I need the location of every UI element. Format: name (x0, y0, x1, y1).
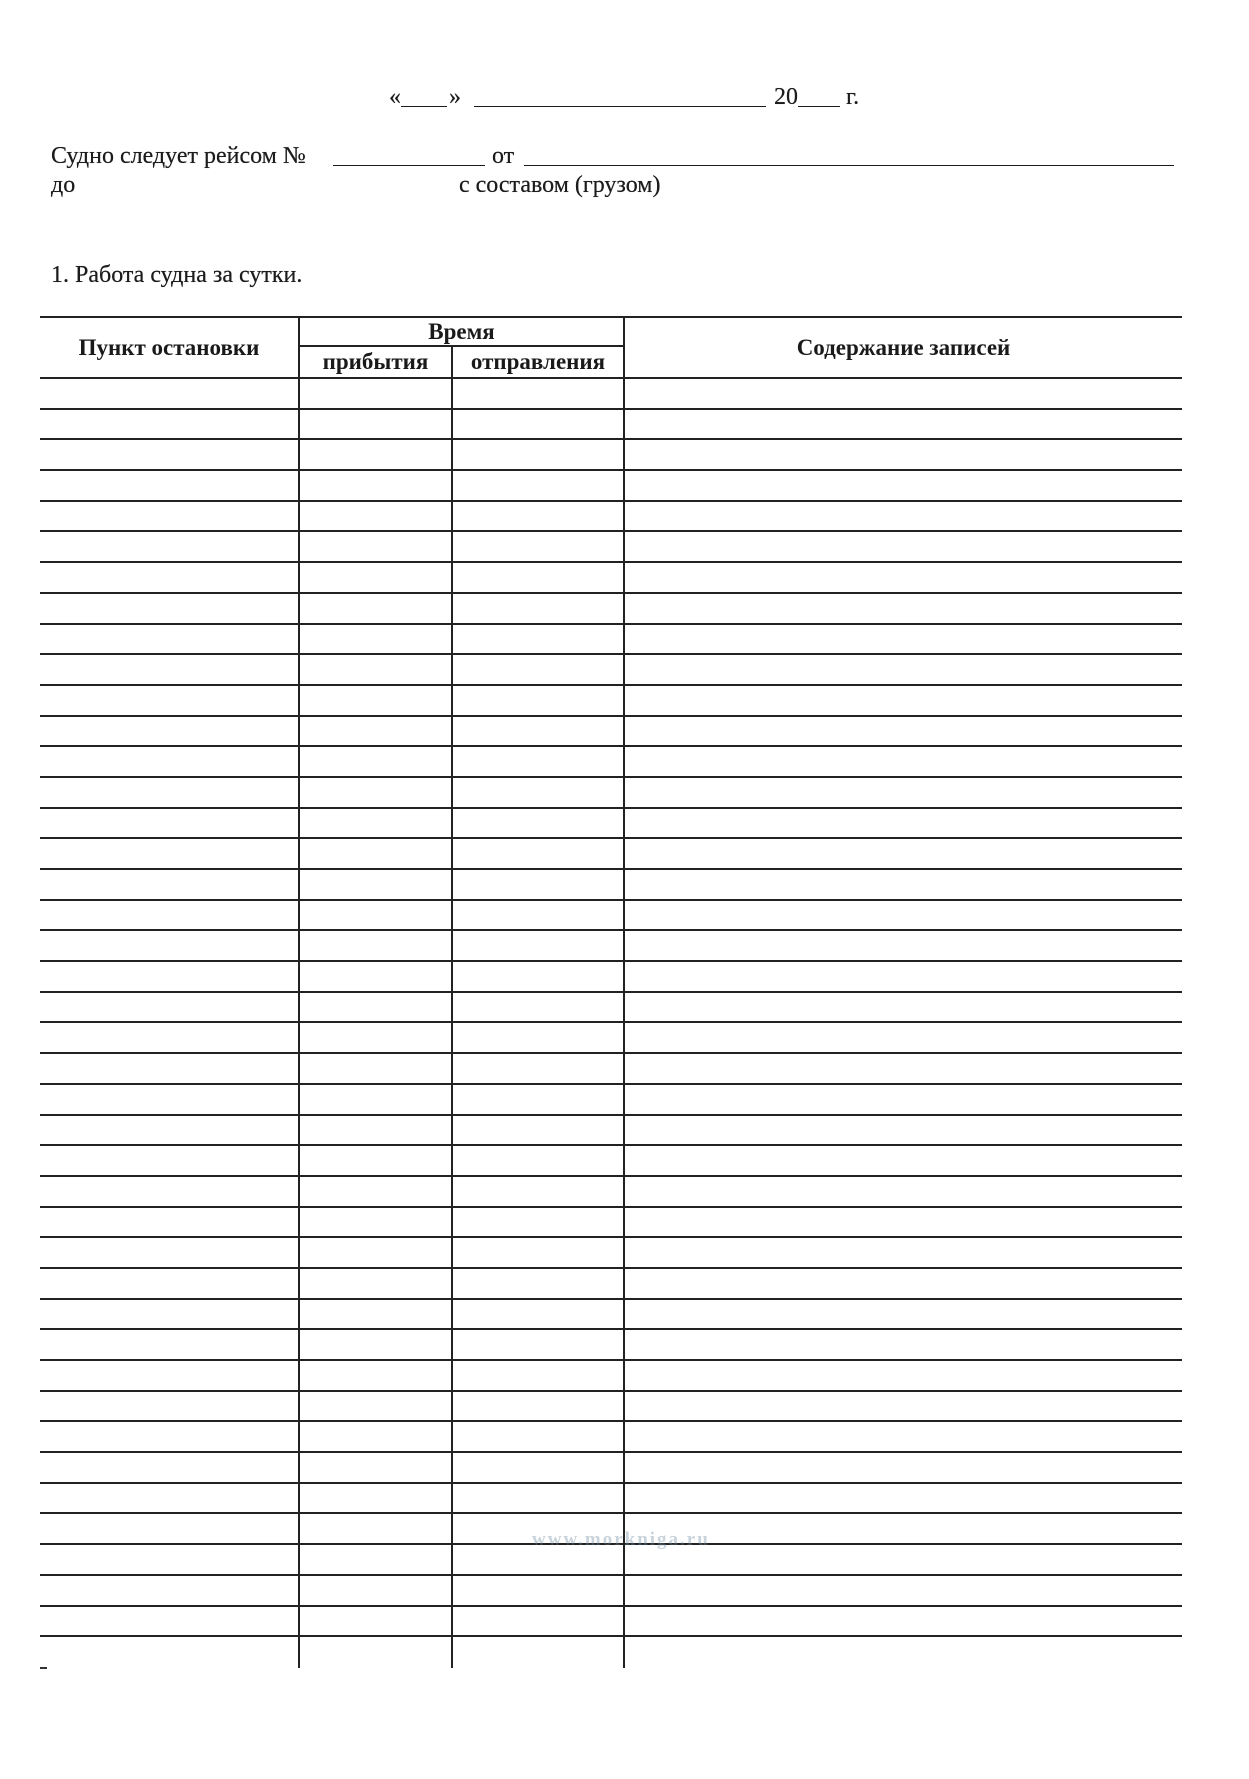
cell-departure (453, 993, 625, 1022)
blank-day (401, 106, 447, 107)
table-row (40, 563, 1182, 594)
cell-stop-point (40, 1514, 300, 1543)
cell-stop-point (40, 1453, 300, 1482)
date-line (0, 83, 1249, 111)
cell-arrival (300, 655, 453, 684)
table-row (40, 471, 1182, 502)
cell-arrival (300, 1453, 453, 1482)
cell-stop-point (40, 1392, 300, 1421)
cell-departure (453, 1361, 625, 1390)
cell-stop-point (40, 625, 300, 654)
cell-stop-point (40, 1146, 300, 1175)
cell-stop-point (40, 931, 300, 960)
cell-arrival (300, 502, 453, 531)
cell-arrival (300, 625, 453, 654)
blank-month (474, 106, 766, 107)
cell-stop-point (40, 993, 300, 1022)
cell-arrival (300, 1238, 453, 1267)
table-row (40, 962, 1182, 993)
header-time: Время (300, 318, 623, 347)
table-row (40, 1637, 1182, 1668)
cell-arrival (300, 379, 453, 408)
cell-entries (625, 1576, 1182, 1605)
cell-departure (453, 502, 625, 531)
cell-departure (453, 1484, 625, 1513)
cell-departure (453, 471, 625, 500)
cell-stop-point (40, 1361, 300, 1390)
cell-departure (453, 1238, 625, 1267)
year-prefix: 20 (774, 84, 798, 110)
cell-arrival (300, 993, 453, 1022)
table-row (40, 1269, 1182, 1300)
cell-entries (625, 594, 1182, 623)
cell-stop-point (40, 1085, 300, 1114)
open-quote: « (389, 84, 401, 110)
table-row (40, 717, 1182, 748)
from-label: от (492, 143, 515, 169)
cell-arrival (300, 1576, 453, 1605)
header-time-group (300, 318, 625, 377)
cell-stop-point (40, 379, 300, 408)
cell-stop-point (40, 440, 300, 469)
cell-arrival (300, 839, 453, 868)
cell-entries (625, 532, 1182, 561)
cell-arrival (300, 1116, 453, 1145)
cell-arrival (300, 778, 453, 807)
cell-departure (453, 1422, 625, 1451)
cell-departure (453, 1453, 625, 1482)
cell-entries (625, 502, 1182, 531)
section-title: 1. Работа судна за сутки. (51, 262, 303, 288)
cell-arrival (300, 594, 453, 623)
cell-arrival (300, 1330, 453, 1359)
table-row (40, 655, 1182, 686)
table-row (40, 502, 1182, 533)
cell-entries (625, 1054, 1182, 1083)
cell-arrival (300, 1422, 453, 1451)
cell-stop-point (40, 1545, 300, 1574)
cell-arrival (300, 1361, 453, 1390)
cell-departure (453, 686, 625, 715)
cell-entries (625, 809, 1182, 838)
cell-entries (625, 1392, 1182, 1421)
cell-entries (625, 778, 1182, 807)
table-row (40, 870, 1182, 901)
cell-departure (453, 440, 625, 469)
cell-entries (625, 962, 1182, 991)
cell-departure (453, 931, 625, 960)
cell-arrival (300, 1146, 453, 1175)
cell-stop-point (40, 1208, 300, 1237)
table-body (40, 379, 1182, 1668)
cell-stop-point (40, 1023, 300, 1052)
cell-arrival (300, 1392, 453, 1421)
section-heading (0, 261, 1249, 289)
cell-stop-point (40, 1238, 300, 1267)
cell-departure (453, 870, 625, 899)
cell-stop-point (40, 471, 300, 500)
cell-arrival (300, 1607, 453, 1636)
table-row (40, 686, 1182, 717)
cell-arrival (300, 931, 453, 960)
cell-arrival (300, 717, 453, 746)
cell-entries (625, 901, 1182, 930)
cell-entries (625, 1361, 1182, 1390)
header-stop-point: Пункт остановки (40, 318, 300, 377)
cell-departure (453, 625, 625, 654)
cell-stop-point (40, 962, 300, 991)
vessel-text: Судно следует рейсом № (51, 143, 306, 169)
cell-arrival (300, 962, 453, 991)
cell-departure (453, 379, 625, 408)
cell-departure (453, 563, 625, 592)
table-row (40, 379, 1182, 410)
table-header (40, 318, 1182, 379)
cell-arrival (300, 1514, 453, 1543)
cell-arrival (300, 1484, 453, 1513)
cell-departure (453, 410, 625, 439)
table-row (40, 1392, 1182, 1423)
cell-stop-point (40, 1054, 300, 1083)
cell-departure (453, 1330, 625, 1359)
cell-arrival (300, 1085, 453, 1114)
cell-entries (625, 563, 1182, 592)
cell-stop-point (40, 1300, 300, 1329)
table-row (40, 1146, 1182, 1177)
table-row (40, 1085, 1182, 1116)
cell-departure (453, 1023, 625, 1052)
table-row (40, 1484, 1182, 1515)
cell-stop-point (40, 870, 300, 899)
cell-departure (453, 747, 625, 776)
cell-departure (453, 1054, 625, 1083)
table-row (40, 1054, 1182, 1085)
cell-entries (625, 1300, 1182, 1329)
table-row (40, 747, 1182, 778)
cell-entries (625, 1023, 1182, 1052)
header-entries: Содержание записей (796, 334, 1011, 360)
cell-entries (625, 1269, 1182, 1298)
header-time-subcolumns (300, 347, 623, 377)
table-row (40, 1208, 1182, 1239)
cell-arrival (300, 1208, 453, 1237)
cell-entries (625, 440, 1182, 469)
cell-arrival (300, 1177, 453, 1206)
stray-mark (40, 1667, 47, 1669)
cell-stop-point (40, 502, 300, 531)
cell-stop-point (40, 1484, 300, 1513)
cell-departure (453, 1208, 625, 1237)
cell-stop-point (40, 717, 300, 746)
cell-entries (625, 1177, 1182, 1206)
cell-entries (625, 625, 1182, 654)
table-row (40, 993, 1182, 1024)
cell-stop-point (40, 686, 300, 715)
table-row (40, 1238, 1182, 1269)
cell-stop-point (40, 655, 300, 684)
cell-entries (625, 1146, 1182, 1175)
cell-stop-point (40, 1269, 300, 1298)
table-row (40, 901, 1182, 932)
header-departure: отправления (470, 349, 606, 374)
cell-departure (453, 1576, 625, 1605)
table-row (40, 1300, 1182, 1331)
blank-voyage-number (333, 165, 485, 166)
cell-departure (453, 532, 625, 561)
cell-arrival (300, 410, 453, 439)
cell-departure (453, 901, 625, 930)
cell-stop-point (40, 410, 300, 439)
voyage-line (0, 142, 1249, 170)
cell-entries (625, 1085, 1182, 1114)
cell-departure (453, 1607, 625, 1636)
cell-entries (625, 1453, 1182, 1482)
year-suffix: г. (846, 84, 860, 110)
cell-departure (453, 1116, 625, 1145)
cell-entries (625, 993, 1182, 1022)
table-row (40, 1453, 1182, 1484)
cell-entries (625, 717, 1182, 746)
table-row (40, 1607, 1182, 1638)
cell-arrival (300, 1637, 453, 1668)
cell-entries (625, 839, 1182, 868)
table-row (40, 1177, 1182, 1208)
cell-departure (453, 1085, 625, 1114)
cell-departure (453, 1177, 625, 1206)
cell-departure (453, 717, 625, 746)
cell-stop-point (40, 839, 300, 868)
cell-stop-point (40, 1607, 300, 1636)
cell-entries (625, 1116, 1182, 1145)
cell-entries (625, 1484, 1182, 1513)
cell-stop-point (40, 1177, 300, 1206)
cell-stop-point (40, 1330, 300, 1359)
cargo-label: с составом (грузом) (459, 172, 661, 198)
cell-stop-point (40, 747, 300, 776)
cell-departure (453, 778, 625, 807)
cell-entries (625, 1330, 1182, 1359)
cell-entries (625, 655, 1182, 684)
cell-departure (453, 655, 625, 684)
cell-entries (625, 1607, 1182, 1636)
cell-arrival (300, 1300, 453, 1329)
cell-stop-point (40, 532, 300, 561)
table-row (40, 1116, 1182, 1147)
cell-departure (453, 1637, 625, 1668)
table-row (40, 1361, 1182, 1392)
cell-arrival (300, 686, 453, 715)
cell-arrival (300, 1054, 453, 1083)
cell-departure (453, 809, 625, 838)
table-row (40, 410, 1182, 441)
table-row (40, 1330, 1182, 1361)
cell-stop-point (40, 809, 300, 838)
table-row (40, 839, 1182, 870)
cell-stop-point (40, 594, 300, 623)
cell-arrival (300, 471, 453, 500)
cell-arrival (300, 809, 453, 838)
cell-entries (625, 379, 1182, 408)
cell-departure (453, 1146, 625, 1175)
cell-entries (625, 931, 1182, 960)
cell-entries (625, 1422, 1182, 1451)
cell-stop-point (40, 1116, 300, 1145)
cell-arrival (300, 563, 453, 592)
cell-arrival (300, 870, 453, 899)
close-quote: » (449, 84, 461, 110)
cell-entries (625, 1238, 1182, 1267)
cell-arrival (300, 440, 453, 469)
daily-work-table (40, 316, 1182, 1668)
table-row (40, 931, 1182, 962)
destination-line (0, 171, 1249, 199)
cell-arrival (300, 1545, 453, 1574)
table-row (40, 1576, 1182, 1607)
cell-arrival (300, 901, 453, 930)
table-row (40, 1023, 1182, 1054)
cell-stop-point (40, 778, 300, 807)
table-row (40, 594, 1182, 625)
cell-entries (625, 1208, 1182, 1237)
table-row (40, 809, 1182, 840)
cell-departure (453, 839, 625, 868)
cell-stop-point (40, 1422, 300, 1451)
cell-departure (453, 594, 625, 623)
cell-departure (453, 1300, 625, 1329)
cell-stop-point (40, 901, 300, 930)
cell-departure (453, 1392, 625, 1421)
to-label: до (51, 172, 76, 198)
cell-stop-point (40, 1637, 300, 1668)
table-row (40, 532, 1182, 563)
watermark: www.morkniga.ru (532, 1529, 710, 1550)
table-row (40, 625, 1182, 656)
blank-year (798, 106, 840, 107)
table-row (40, 1422, 1182, 1453)
cell-arrival (300, 747, 453, 776)
cell-departure (453, 962, 625, 991)
cell-stop-point (40, 1576, 300, 1605)
cell-entries (625, 686, 1182, 715)
cell-entries (625, 410, 1182, 439)
cell-arrival (300, 1269, 453, 1298)
cell-entries (625, 1637, 1182, 1668)
cell-departure (453, 1269, 625, 1298)
header-arrival: прибытия (300, 347, 453, 377)
blank-departure-point (524, 165, 1174, 166)
cell-entries (625, 471, 1182, 500)
table-row (40, 778, 1182, 809)
cell-stop-point (40, 563, 300, 592)
cell-arrival (300, 532, 453, 561)
cell-entries (625, 870, 1182, 899)
table-row (40, 440, 1182, 471)
cell-entries (625, 747, 1182, 776)
cell-arrival (300, 1023, 453, 1052)
